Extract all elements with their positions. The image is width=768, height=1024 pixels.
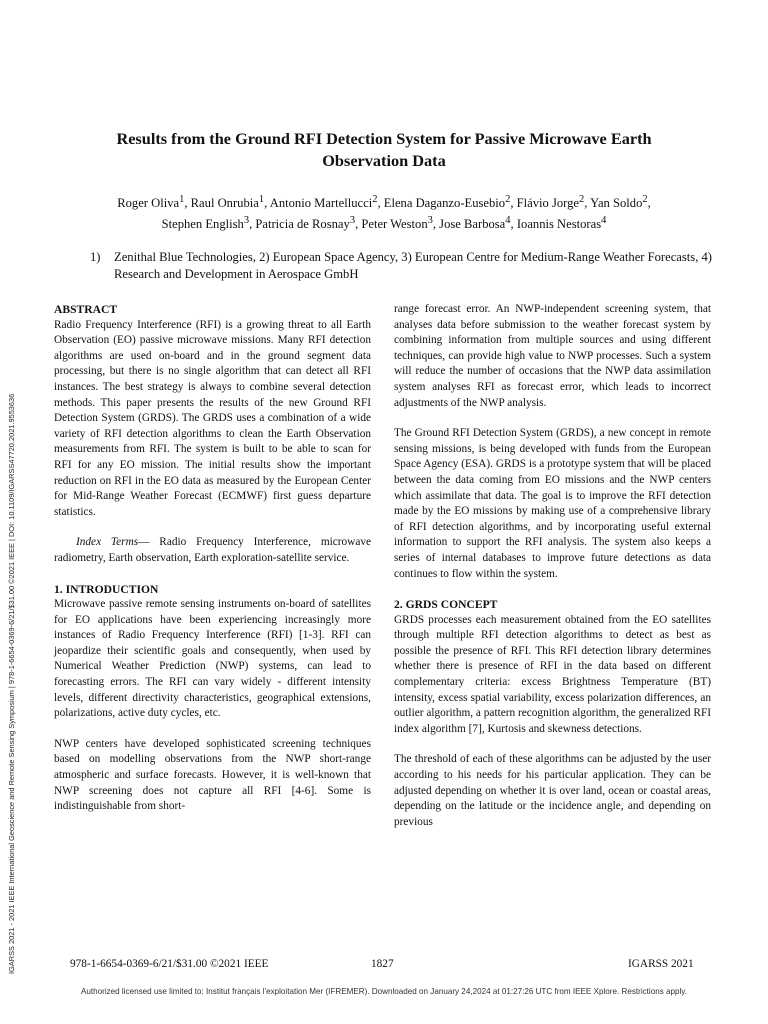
author: Flávio Jorge$^2$, <box>516 194 591 211</box>
concept-heading: 2. GRDS CONCEPT <box>394 598 498 612</box>
author: Elena Daganzo-Eusebio$^2$, <box>383 194 517 211</box>
abstract-paragraph: Radio Frequency Interference (RFI) is a growing threat to all Earth Observation (EO) passive microwave missions. Many RFI detection algorithms are used on-board and in the ground segment data processing, but there is no single algorithm that can detect all RFI instances. The best strategy is always to combine several detection methods. This paper presents the results of the new Ground RFI Detection System (GRDS). The GRDS uses a combination of a wide variety of RFI detection algorithms to clean the Earth Observation measurements from RFI. The system is built to be able to scan for RFI for any EO mission. The initial results show the important reduction on RFI in the EO data as measured by the European Center for Mid-Range Weather Forecast (ECMWF) first guess departure statistics. <box>54 318 371 518</box>
left-column <box>54 302 371 815</box>
author: Peter Weston$^3$, <box>361 215 440 232</box>
intro-paragraph-2: NWP centers have developed sophisticated screening techniques based on modelling observations from the NWP short-range atmospheric and surface forecasts. However, it is well-known that NWP screening does not capture all RFI [4-6]. Some is indistinguishable from short- <box>54 737 371 813</box>
footer-page-number: 1827 <box>371 958 394 970</box>
author: Antonio Martellucci$^2$, <box>269 194 384 211</box>
affiliations <box>90 249 730 283</box>
author: Stephen English$^3$, <box>161 215 256 232</box>
concept-paragraph-1: GRDS processes each measurement obtained from the EO satellites through multiple RFI detection algorithms to detect as best as possible the presence of RFI. This RFI detection library determines whether there is presence of RFI in the data based on different complementary criteria: excess Brightness Temperature (BT) intensity, excess spatial variability, excess polarization differences, an outlier algorithm, a pattern recognition algorithm, the generalized RFI index algorithm [7], Kurtosis and skewness detections. <box>394 613 711 735</box>
intro-paragraph-1: Microwave passive remote sensing instruments on-board of satellites for EO applications have been experiencing increasingly more instances of Radio Frequency Interference (RFI) [1-3]. RFI can jeopardize their scientific goals and consequently, when used by Numerical Weather Prediction (NWP) systems, can lead to forecasting errors. The RFI can vary widely - different intensity levels, different directivity characteristics, geographical extensions, polarizations, active duty cycles, etc. <box>54 598 371 720</box>
author: Ioannis Nestoras$^4$ <box>516 215 607 232</box>
authorized-use-note: Authorized licensed use limited to: Institut français l'exploitation Mer (IFREMER). Downloaded on January 24,2024 at 01:27:26 UTC from IEEE Xplore. Restrictions apply. <box>80 987 687 996</box>
index-terms-text: Radio Frequency Interference, microwave radiometry, Earth observation, Earth exploration-satellite service. <box>54 536 372 564</box>
right-column <box>394 302 711 830</box>
body-paragraph-2: The Ground RFI Detection System (GRDS), a new concept in remote sensing missions, is being developed with funds from the European Space Agency (ESA). GRDS is a prototype system that will be placed between the data coming from EO missions and the NWP centers which assimilate that data. The goal is to improve the RFI detection made by the EO missions by making use of a comprehensive library of RFI detection algorithms, and by incorporating useful external information to support the RFI analysis. The system also keeps a series of internal databases to improve future detections as data continues to flow within the system. <box>394 427 711 580</box>
author-list <box>40 191 728 233</box>
index-terms-label: Index Terms <box>76 536 139 549</box>
author: Roger Oliva$^1$, <box>117 194 191 211</box>
index-terms: Index Terms— Radio Frequency Interference, microwave radiometry, Earth observation, Earth exploration-satellite service. <box>54 536 372 564</box>
author: Jose Barbosa$^4$, <box>439 215 517 232</box>
footer-conference: IGARSS 2021 <box>628 958 694 970</box>
author: Yan Soldo$^2$, <box>590 194 651 211</box>
footer-isbn: 978-1-6654-0369-6/21/$31.00 ©2021 IEEE <box>70 958 269 970</box>
paper-title <box>60 128 708 172</box>
title-line-1: Results from the Ground RFI Detection System for Passive Microwave Earth <box>116 129 652 148</box>
body-paragraph-1: range forecast error. An NWP-independent screening system, that analyses data before submission to the weather forecast system by combining information from multiple sources and using different techniques, can provide high value to NWP processes. Such a system will reduce the number of occasions that the NWP data assimilation system analyses RFI as forecast error, which leads to incorrect adjustments of the NWP analysis. <box>394 303 711 409</box>
concept-paragraph-2: The threshold of each of these algorithms can be adjusted by the user according to his needs for his particular application. They can be adjusted depending on whether it is over land, ocean or coastal areas, depending on the latitude or the incidence angle, and depending on previous <box>394 753 711 828</box>
affiliation-text: Zenithal Blue Technologies, 2) European Space Agency, 3) European Centre for Medium-Range Weather Forecasts, 4) Research and Development in Aerospace GmbH <box>114 250 712 281</box>
title-line-2: Observation Data <box>322 151 446 170</box>
affiliation-number: 1) <box>90 250 101 264</box>
sidebar-citation: IGARSS 2021 - 2021 IEEE International Geoscience and Remote Sensing Symposium | 978-1-6654-0369-6/21/$31.00 ©2021 IEEE | DOI: 10.1109/IGARSS47720.2021.9553636 <box>7 393 16 974</box>
intro-heading: 1. INTRODUCTION <box>54 582 159 596</box>
author: Raul Onrubia$^1$, <box>190 194 270 211</box>
author: Patricia de Rosnay$^3$, <box>255 215 362 232</box>
abstract-heading: ABSTRACT <box>54 303 118 316</box>
